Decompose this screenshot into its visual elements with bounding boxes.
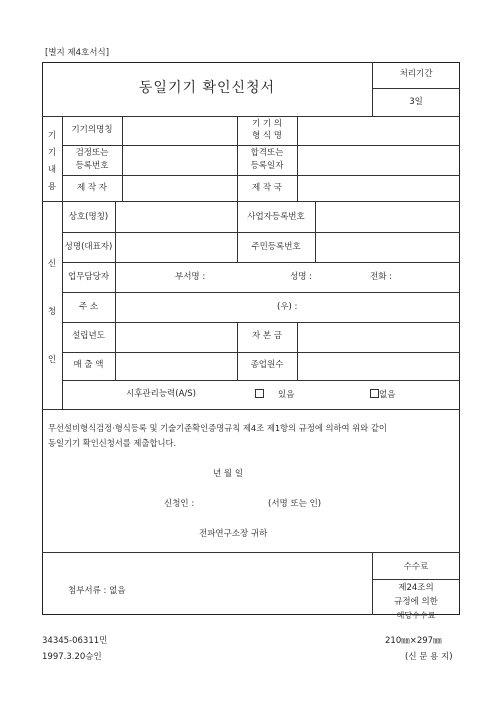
recipient: 전파연구소장 귀하 — [199, 529, 268, 539]
checkbox-yes[interactable] — [255, 389, 264, 398]
resident-no-label: 주민등록번호 — [251, 242, 301, 252]
sign-label: (서명 또는 인) — [268, 499, 322, 509]
fee-line-1: 제24조의 — [398, 583, 434, 593]
footer-code: 34345-06311민 — [42, 636, 108, 646]
model-name-label: 기기의명칭 — [71, 125, 113, 135]
applicant-side-label: 신 청 인 — [47, 259, 57, 365]
statement-line-1: 무선설비형식검정·형식등록 및 기술기준확인증명규칙 제4조 제1항의 규정에 의하여 위와 같이 — [48, 423, 387, 433]
after-service-label: 시후관리능력(A/S) — [126, 389, 196, 399]
as-no-option[interactable]: 없음 — [370, 389, 395, 401]
statement-line-2: 동일기기 확인신청서를 제출합니다. — [48, 438, 177, 448]
form-code: [별지 제4호서식] — [45, 48, 110, 58]
type-name-label-1: 기 기 의 — [251, 119, 283, 129]
sales-label: 매 출 액 — [73, 360, 104, 370]
address-label: 주 소 — [78, 302, 99, 312]
staff-label: 업무담당자 — [67, 272, 110, 282]
pass-date-label-1: 합격또는 — [250, 148, 284, 158]
type-name-label-2: 형 식 명 — [251, 131, 283, 141]
page-title: 동일기기 확인신청서 — [138, 80, 276, 96]
footer-approved: 1997.3.20승인 — [42, 652, 102, 662]
statement-date: 년 월 일 — [213, 469, 244, 479]
staff-name-label: 성명 : — [290, 272, 312, 282]
phone-label: 전화 : — [370, 272, 392, 282]
processing-value: 3일 — [409, 97, 423, 107]
country-label: 제 작 국 — [251, 183, 283, 193]
fee-line-2: 규정에 의한 — [394, 597, 438, 607]
attachments: 첨부서류 : 없음 — [68, 586, 126, 596]
postal-label: (우) : — [277, 302, 298, 312]
checkbox-no[interactable] — [370, 389, 379, 398]
fee-line-3: 해당수수료 — [396, 611, 436, 620]
device-side-label: 기 기 내 용 — [47, 131, 57, 192]
company-label: 상호(명칭) — [68, 212, 109, 222]
fee-label: 수수료 — [403, 562, 429, 572]
footer-size: 210㎜×297㎜ — [385, 636, 442, 646]
applicant-label: 신청인 : — [164, 499, 195, 509]
dept-label: 부서명 : — [175, 272, 206, 282]
cert-no-label-2: 등록번호 — [75, 161, 109, 171]
employees-label: 종업원수 — [250, 360, 284, 370]
maker-label: 제 작 자 — [76, 183, 108, 193]
processing-label: 처리기간 — [399, 69, 433, 79]
footer-paper: (신 문 용 지) — [405, 652, 453, 662]
capital-label: 자 본 금 — [251, 331, 283, 341]
rep-label: 성명(대표자) — [64, 242, 113, 252]
cert-no-label-1: 검정또는 — [75, 148, 109, 158]
biz-no-label: 사업자등록번호 — [247, 212, 305, 222]
pass-date-label-2: 등록일자 — [250, 161, 284, 171]
as-yes-option[interactable]: 있음 — [255, 389, 294, 401]
founded-label: 설립년도 — [72, 331, 105, 341]
